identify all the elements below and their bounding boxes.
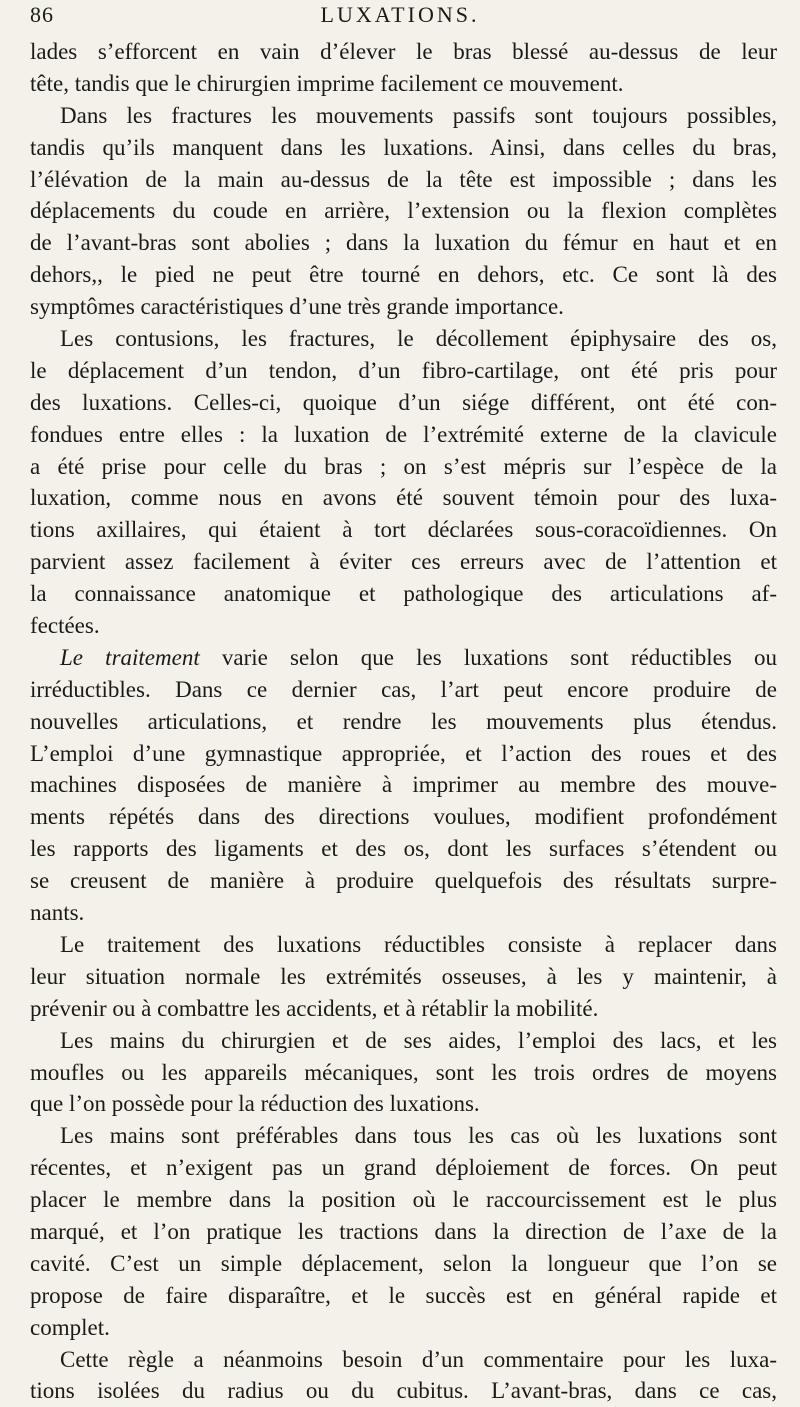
text-line-content: nouvelles articulations, et rendre les mouvements plus étendus. xyxy=(30,708,777,734)
text-line xyxy=(30,578,777,610)
text-line-content: la connaissance anatomique et pathologique des articulations af- xyxy=(30,581,777,607)
text-line xyxy=(30,546,777,578)
text-line xyxy=(30,1025,777,1057)
text-line xyxy=(30,1120,777,1152)
text-line xyxy=(30,164,777,196)
text-line-content: Les mains du chirurgien et de ses aides, l’emploi des lacs, et les xyxy=(60,1027,777,1053)
text-line xyxy=(30,1312,777,1344)
text-line-content: se creusent de manière à produire quelquefois des résultats surpre- xyxy=(30,868,777,894)
text-line-content: varie selon que les luxations sont réductibles ou xyxy=(221,644,777,670)
text-line-content: a été prise pour celle du bras ; on s’est mépris sur l’espèce de la xyxy=(30,453,777,479)
text-line-content: dehors,, le pied ne peut être tourné en dehors, etc. Ce sont là des xyxy=(30,262,777,288)
text-line-content: de l’avant-bras sont abolies ; dans la luxation du fémur en haut et en xyxy=(30,230,777,256)
text-line xyxy=(30,769,777,801)
text-line-content: tête, tandis que le chirurgien imprime facilement ce mouvement. xyxy=(30,70,624,96)
text-line-content: prévenir ou à combattre les accidents, et à rétablir la mobilité. xyxy=(30,995,599,1021)
text-line-content: des luxations. Celles-ci, quoique d’un siége différent, ont été con- xyxy=(30,389,777,415)
text-line-content: fondues entre elles : la luxation de l’extrémité externe de la clavicule xyxy=(30,421,777,447)
text-line xyxy=(30,1057,777,1089)
text-line xyxy=(30,674,777,706)
text-line-content: nants. xyxy=(30,900,85,926)
text-line-content: symptômes caractéristiques d’une très grande importance. xyxy=(30,294,564,320)
text-line-content: tandis qu’ils manquent dans les luxations. Ainsi, dans celles du bras, xyxy=(30,134,777,160)
text-line xyxy=(30,68,777,100)
text-line-content: leur situation normale les extrémités osseuses, à les y maintenir, à xyxy=(30,963,777,989)
text-line xyxy=(30,1248,777,1280)
text-line-content: Les mains sont préférables dans tous les cas où les luxations sont xyxy=(60,1123,777,1149)
text-line-content: Les contusions, les fractures, le décollement épiphysaire des os, xyxy=(60,326,777,352)
text-line-content: irréductibles. Dans ce dernier cas, l’art peut encore produire de xyxy=(30,676,777,702)
text-line xyxy=(30,355,777,387)
page-number: 86 xyxy=(30,2,54,27)
text-line xyxy=(30,195,777,227)
running-title: LUXATIONS. xyxy=(320,2,480,27)
text-line-content: l’élévation de la main au-dessus de la tête est impossible ; dans les xyxy=(30,166,777,192)
text-line xyxy=(30,1216,777,1248)
text-line-content: placer le membre dans la position où le raccourcissement est le plus xyxy=(30,1187,777,1213)
text-line xyxy=(30,833,777,865)
text-line-content: tions isolées du radius ou du cubitus. L’avant-bras, dans ce cas, xyxy=(30,1378,777,1404)
text-line-content: marqué, et l’on pratique les tractions dans la direction de l’axe de la xyxy=(30,1218,777,1244)
text-line xyxy=(30,323,777,355)
text-line-content: moufles ou les appareils mécaniques, sont les trois ordres de moyens xyxy=(30,1059,777,1085)
text-line-content: machines disposées de manière à imprimer au membre des mouve- xyxy=(30,772,777,798)
text-line-content: L’emploi d’une gymnastique appropriée, et l’action des roues et des xyxy=(30,740,777,766)
text-line-content: lades s’efforcent en vain d’élever le bras blessé au-dessus de leur xyxy=(30,39,777,64)
text-line xyxy=(30,961,777,993)
text-line xyxy=(30,451,777,483)
body-text xyxy=(30,36,777,1407)
text-line xyxy=(30,132,777,164)
text-line xyxy=(30,1088,777,1120)
text-line-content: récentes, et n’exigent pas un grand déploiement de forces. On peut xyxy=(30,1155,777,1181)
text-line xyxy=(30,291,777,323)
text-line xyxy=(30,993,777,1025)
text-line-content: luxation, comme nous en avons été souvent témoin pour des luxa- xyxy=(30,485,777,511)
text-line xyxy=(30,610,777,642)
text-line-content: parvient assez facilement à éviter ces erreurs avec de l’attention et xyxy=(30,549,777,575)
text-line xyxy=(30,706,777,738)
text-line-content: Le traitement des luxations réductibles consiste à replacer dans xyxy=(60,931,777,957)
text-line xyxy=(30,642,777,674)
text-line-content: déplacements du coude en arrière, l’extension ou la flexion complètes xyxy=(30,198,777,224)
text-line xyxy=(30,801,777,833)
text-line-content: Cette règle a néanmoins besoin d’un commentaire pour les luxa- xyxy=(60,1346,777,1372)
text-line xyxy=(30,482,777,514)
text-line xyxy=(30,1344,777,1376)
text-line-content: que l’on possède pour la réduction des luxations. xyxy=(30,1091,480,1117)
text-line-content: cavité. C’est un simple déplacement, selon la longueur que l’on se xyxy=(30,1250,777,1276)
text-line-content: fectées. xyxy=(30,613,100,639)
text-line xyxy=(30,419,777,451)
text-line xyxy=(30,259,777,291)
emphasized-term: Le traitement xyxy=(60,644,200,670)
text-line xyxy=(30,514,777,546)
text-line xyxy=(30,100,777,132)
text-line-content: Dans les fractures les mouvements passifs sont toujours possibles, xyxy=(60,102,777,128)
text-line xyxy=(30,227,777,259)
text-line xyxy=(30,929,777,961)
text-line xyxy=(30,1184,777,1216)
text-line-content: tions axillaires, qui étaient à tort déclarées sous-coracoïdiennes. On xyxy=(30,517,777,543)
text-line-content: propose de faire disparaître, et le succès est en général rapide et xyxy=(30,1282,777,1308)
text-line xyxy=(30,1280,777,1312)
text-line-content: complet. xyxy=(30,1314,110,1340)
running-head xyxy=(30,2,770,36)
text-line xyxy=(30,387,777,419)
text-line xyxy=(30,865,777,897)
text-line xyxy=(30,897,777,929)
text-line xyxy=(30,1152,777,1184)
text-line xyxy=(30,1375,777,1407)
text-line-content: les rapports des ligaments et des os, dont les surfaces s’étendent ou xyxy=(30,836,777,862)
text-line-content: le déplacement d’un tendon, d’un fibro-cartilage, ont été pris pour xyxy=(30,357,777,383)
text-line-content: ments répétés dans des directions voulues, modifient profondément xyxy=(30,804,777,830)
text-line xyxy=(30,36,777,68)
text-line xyxy=(30,738,777,770)
